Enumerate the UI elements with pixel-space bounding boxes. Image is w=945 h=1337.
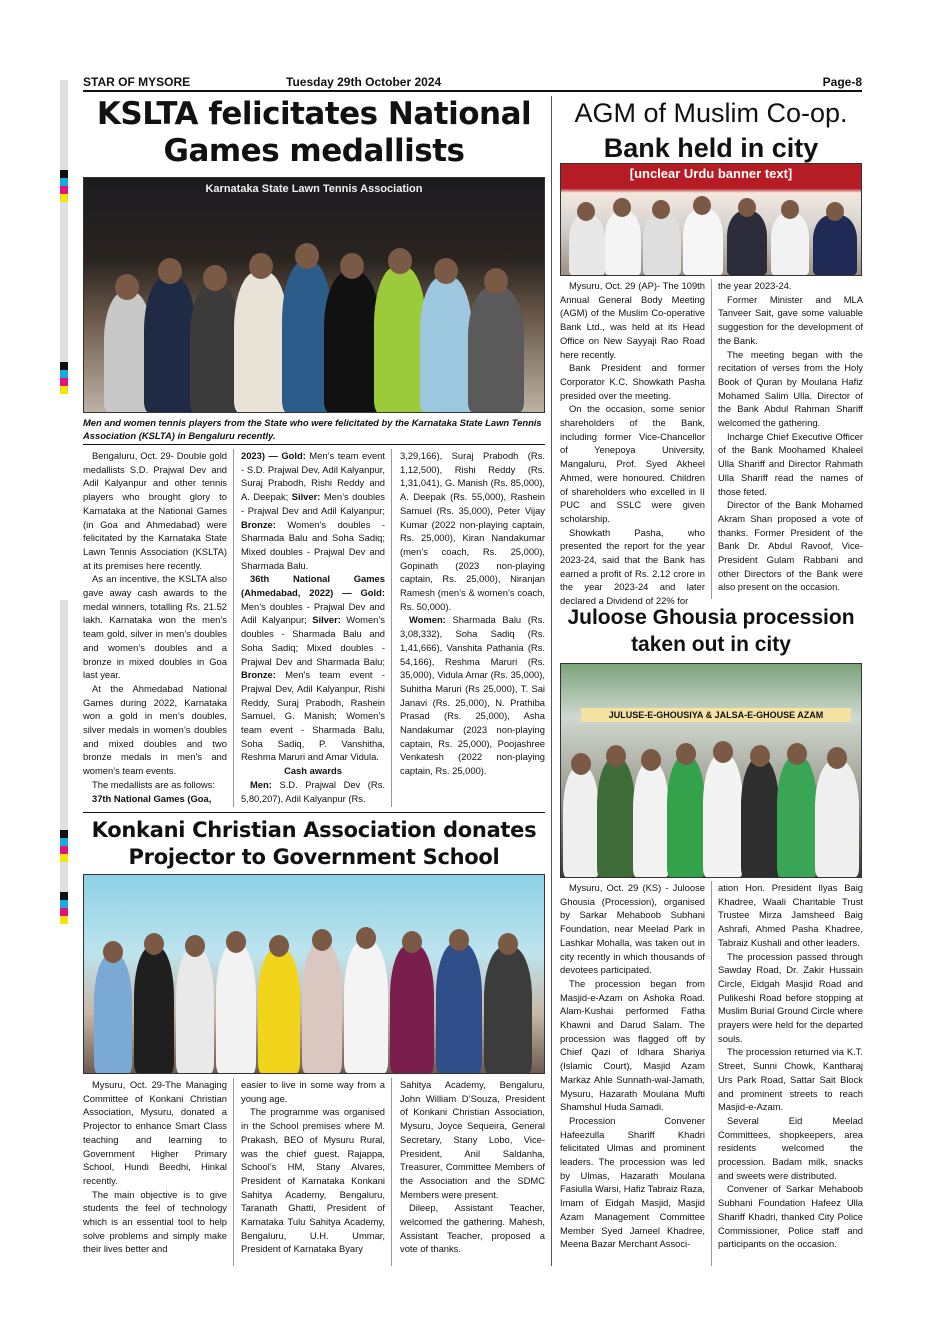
agm-paragraph: Incharge Chief Executive Officer of the Bank Moohamed Khaleel Ulla Shariff and Director Rahmath Ulla Shariff read the names of those feted. bbox=[718, 430, 863, 497]
juloose-paragraph: Mysuru, Oct. 29 (KS) - Juloose Ghousia (Procession), organised by Sarkar Mehaboob Subhani Foundation, near Meelad Park in Lashkar Mohalla, was taken out in city recently in which thousands of devotees participated. bbox=[560, 882, 705, 976]
ksl-paragraph: At the Ahmedabad National Games during 2022, Karnataka won a gold in men’s doubles, silver medals in women’s doubles and mixed doubles and two bronze medals in men’s and women’s team events. bbox=[83, 682, 227, 777]
ksl-photo bbox=[83, 177, 545, 413]
kca-photo bbox=[83, 874, 545, 1074]
ksl-text: Men’s doubles - Prajwal Dev and Adil Kalyanpur; bbox=[241, 600, 385, 626]
agm-headline-line-2: Bank held in city bbox=[603, 133, 819, 163]
ksl-headline: KSLTA felicitates National Games medallists bbox=[96, 96, 532, 169]
kca-paragraph: Sahitya Academy, Bengaluru, John William D’Souza, President of Konkani Christian Association, Mysuru, Joyce Sequeira, General Secretary, Stany Lobo, Vice-President, Anil Saldanha, Treasurer, Committee Members of the Association and the SDMC Members were present. bbox=[400, 1079, 545, 1200]
ksl-text: Sharmada Balu (Rs. 3,08,332), Soha Sadiq (Rs. 1,41,666), Vanshita Pathania (Rs. 54,166), Reshma Maruri (Rs. 35,000), Vidula Amar (Rs. 35,000), Suhitha Maruri (Rs 25,000), T. Sai Janavi (Rs. 25,000), N. Prathiba Prasad (Rs. 25,000), Asha Nandakumar (2023 non-playing captain, Rs. 25,000), Poojashree Venkatesh (2022 non-playing captain, Rs. 25,000). bbox=[400, 614, 545, 777]
agm-photo bbox=[560, 163, 862, 276]
ksl-gold-label: 2023) — Gold: bbox=[241, 450, 306, 461]
ksl-text: S.D. Prajwal Dev (Rs. 5,80,207), Adil Kalyanpur (Rs. bbox=[241, 778, 385, 804]
kca-column-3 bbox=[400, 1078, 545, 1256]
juloose-column-1 bbox=[560, 881, 705, 1251]
ksl-bronze-label: Bronze: bbox=[241, 669, 276, 681]
ksl-column-1 bbox=[83, 449, 227, 805]
juloose-paragraph: The procession passed through Sawday Road, Dr. Zakir Hussain Circle, Eidgah Masjid Road and Pulikeshi Road before stopping at Muslim Burial Ground Circle where prayers were held for the departed souls. bbox=[718, 950, 863, 1044]
ksl-men-label: Men: bbox=[250, 778, 272, 790]
column-rule bbox=[711, 881, 712, 1266]
agm-paragraph: Mysuru, Oct. 29 (AP)- The 109th Annual General Body Meeting (AGM) of the Muslim Co-operative Bank Ltd., was held at its Head Office on New Sayyaji Rao Road here recently. bbox=[560, 280, 705, 360]
page-masthead bbox=[83, 74, 862, 92]
ksl-paragraph: The medallists are as follows: bbox=[92, 778, 215, 790]
ksl-column-2 bbox=[241, 449, 385, 805]
ksl-silver-label: Silver: bbox=[312, 614, 341, 626]
agm-photo-people bbox=[561, 206, 861, 275]
juloose-headline: Juloose Ghousia procession taken out in city bbox=[567, 606, 855, 656]
ksl-text: 3,29,166), Suraj Prabodh (Rs. 1,12,500), Rishi Reddy (Rs. 1,31,041), G. Manish (Rs. 85,000), A. Deepak (Rs. 55,000), Rashein Samuel (Rs. 35,000), Peter Vijay Kumar (2022 non-playing captain, Rs. 25,000), Kiran Nandakumar (men’s coach, Rs. 25,000), Gopinath (2023 non-playing captain, Rs. 25,000), Niranjan Ramesh (men’s & women’s coach, Rs. 50,000). bbox=[400, 450, 545, 612]
juloose-paragraph: Procession Convener Hafeezulla Shariff Khadri felicitated Ulmas and prominent leaders. The procession was led by Ulmas, Hazarath Moulana Fasiulla Warsi, Hafiz Tabraiz Raza, Imam of Eidgah Masjid, Masjid Azam Management Committee Member Syed Jameel Khadree, Meena Bazar Merchant Associ- bbox=[560, 1114, 705, 1250]
kca-paragraph: The main objective is to give students the feel of technology which is an essential tool to help solve problems and simply make their lives better and bbox=[83, 1188, 227, 1255]
juloose-paragraph: The procession began from Masjid-e-Azam on Ashoka Road. Alam-Kushai performed Fatha Khawni and Darud Salam. The procession was flagged off by Chief Qazi of Idhara Shariya (Islamic Court), Masjid Azam Markaz Ahle Sunnath-wal-Jamath, Mysuru, Hazarath Moulana Mufti Shamshul Huda Samadi. bbox=[560, 977, 705, 1113]
kca-paragraph: Mysuru, Oct. 29-The Managing Committee of Konkani Christian Association, Mysuru, donated a Projector to enhance Smart Class teaching and learning to Government Higher Primary School, Hundi Beedhi, Hinkal recently. bbox=[83, 1079, 227, 1186]
kca-headline: Konkani Christian Association donates Projector to Government School bbox=[91, 818, 537, 869]
agm-paragraph: Bank President and former Corporator K.C. Showkath Pasha presided over the meeting. bbox=[560, 362, 705, 401]
page-number: Page-8 bbox=[822, 75, 862, 89]
ksl-paragraph: As an incentive, the KSLTA also gave away cash awards to the medal winners, totalling Rs. 21.52 lakh. Karnataka won the men’s team gold, silver in men’s doubles and women’s doubles and a bronze in mixed doubles in Goa last year. bbox=[83, 573, 227, 681]
ksl-text: Women’s doubles - Sharmada Balu and Soha Sadiq; Mixed doubles - Prajwal Dev and Sharmada Balu; bbox=[241, 614, 385, 667]
registration-marks-bottom bbox=[60, 600, 68, 924]
agm-column-1 bbox=[560, 279, 705, 608]
ksl-bronze-label: Bronze: bbox=[241, 518, 276, 530]
ksl-games-heading: 36th National Games (Ahmedabad, 2022) — Gold: bbox=[241, 573, 385, 599]
juloose-column-2 bbox=[718, 881, 863, 1251]
column-rule bbox=[391, 449, 392, 807]
ksl-paragraph: Bengaluru, Oct. 29- Double gold medallists S.D. Prajwal Dev and Adil Kalyanpur and other tennis players who brought glory to Karnataka at the National Games (in Goa and Ahmedabad) were felicitated by the Karnataka State Lawn Tennis Association (KSLTA) at its premises here recently. bbox=[83, 450, 227, 571]
column-rule bbox=[711, 279, 712, 599]
ksl-silver-label: Silver: bbox=[291, 491, 321, 503]
ksl-women-label: Women: bbox=[409, 614, 446, 626]
agm-headline-line-1: AGM of Muslim Co-op. bbox=[574, 98, 848, 128]
agm-paragraph: Director of the Bank Mohamed Akram Shan proposed a vote of thanks. Former President of the Bank Dr. Abdul Ravoof, Vice-President Gulam Rabbani and other Directors of the Bank were also present on the occasion. bbox=[718, 499, 863, 593]
publication-name: STAR OF MYSORE bbox=[83, 75, 191, 89]
juloose-paragraph: Convener of Sarkar Mehaboob Subhani Foundation Hafeez Ulla Shariff Khadri, thanked City Police Commissioner, Police staff and participants on the occasion. bbox=[718, 1183, 863, 1250]
kca-photo-people bbox=[84, 926, 544, 1073]
section-rule bbox=[83, 812, 545, 813]
ksl-text: Men’s team event - Prajwal Dev, Adil Kalyanpur, Rishi Reddy, Suraj Prabodh, Rashein Samuel, G. Manish; Women’s team event - Sharmada Balu, Soha Sadiq, P. Vanshitha, Reshma Maruri and Amar Vidula. bbox=[241, 669, 385, 763]
kca-paragraph: Dileep, Assistant Teacher, welcomed the gathering. Mahesh, Assistant Teacher, proposed a vote of thanks. bbox=[400, 1202, 545, 1255]
agm-paragraph: The meeting began with the recitation of verses from the Holy Book of Quran by Moulana Hafiz Mohamed Salim Ulla. Director of the Bank Abdul Rahman Shariff welcomed the gathering. bbox=[718, 348, 863, 429]
agm-headline bbox=[558, 96, 864, 166]
issue-date: Tuesday 29th October 2024 bbox=[286, 75, 442, 89]
column-rule bbox=[391, 1078, 392, 1266]
agm-paragraph: the year 2023-24. bbox=[718, 280, 792, 291]
ksl-text: Men’s doubles - Prajwal Dev and Adil Kalyanpur; bbox=[241, 491, 385, 516]
juloose-photo-banner: JULUSE-E-GHOUSIYA & JALSA-E-GHOUSE AZAM bbox=[581, 708, 851, 722]
kca-paragraph: easier to live in some way from a young age. bbox=[241, 1079, 385, 1104]
section-rule bbox=[551, 96, 552, 1266]
ksl-photo-people bbox=[84, 248, 544, 412]
juloose-photo bbox=[560, 663, 862, 878]
kca-column-1 bbox=[83, 1078, 227, 1256]
ksl-photo-banner: Karnataka State Lawn Tennis Association bbox=[205, 183, 423, 195]
agm-column-2 bbox=[718, 279, 863, 594]
ksl-games-heading: 37th National Games (Goa, bbox=[92, 792, 212, 804]
agm-photo-banner: [unclear Urdu banner text] bbox=[629, 166, 793, 181]
agm-paragraph: Former Minister and MLA Tanveer Sait, gave some valuable suggestion for the development of the Bank. bbox=[718, 293, 863, 346]
registration-marks-top bbox=[60, 80, 68, 394]
ksl-column-3 bbox=[400, 449, 545, 778]
kca-column-2 bbox=[241, 1078, 385, 1256]
ksl-photo-caption: Men and women tennis players from the State who were felicitated by the Karnataka State Lawn Tennis Association (KSLTA) in Bengaluru recently. bbox=[83, 416, 545, 445]
ksl-cash-awards-heading: Cash awards bbox=[284, 765, 342, 777]
juloose-paragraph: The procession returned via K.T. Street, Sunni Chowk, Kantharaj Urs Park Road, Sattar Sait Block and prominent streets to reach Masjid-e-Azam. bbox=[718, 1046, 863, 1113]
kca-paragraph: The programme was organised in the School premises where M. Prakash, BEO of Mysuru Rural, was the chief guest. Rajappa, School’s HM, Stany Alvares, President of Karnataka Konkani Sahitya Academy, Bengaluru, Taranath Ghatti, President of Karnataka Tulu Sahitya Academy, Bengaluru, U.H. Ummar, President of Karnataka Byary bbox=[241, 1106, 385, 1255]
juloose-paragraph: ation Hon. President Ilyas Baig Khadree, Waali Charitable Trust Trustee Mirza Jamsheed Baig Ashrafi, Ahmed Pasha Khadree, Tabraiz Kushali and other leaders. bbox=[718, 882, 863, 948]
column-rule bbox=[233, 449, 234, 807]
agm-paragraph: Showkath Pasha, who presented the report for the year 2023-24, said that the Bank has earned a profit of Rs. 2.12 crore in the year 2023-24 and later declared a Dividend of 22% for bbox=[560, 526, 705, 607]
agm-paragraph: On the occasion, some senior shareholders of the Bank, including former Vice-Chancellor of Yenepoya University, Mangaluru, Prof. Syed Akheel Ahmed, were honoured. Children of shareholders who excelled in II PUC and SSLC were given scholarship. bbox=[560, 403, 705, 524]
ksl-text: Women’s doubles - Sharmada Balu and Soha Sadiq; Mixed doubles - Prajwal Dev and Sharmada Balu. bbox=[241, 518, 385, 571]
juloose-paragraph: Several Eid Meelad Committees, shopkeepers, area residents welcomed the procession. Badam milk, snacks and sweets were distributed. bbox=[718, 1114, 863, 1181]
column-rule bbox=[233, 1078, 234, 1266]
ksl-text: Men’s team event - S.D. Prajwal Dev, Adil Kalyanpur, Suraj Prabodh, Rishi Reddy and A. Deepak; bbox=[241, 450, 385, 503]
juloose-photo-people bbox=[561, 741, 861, 877]
